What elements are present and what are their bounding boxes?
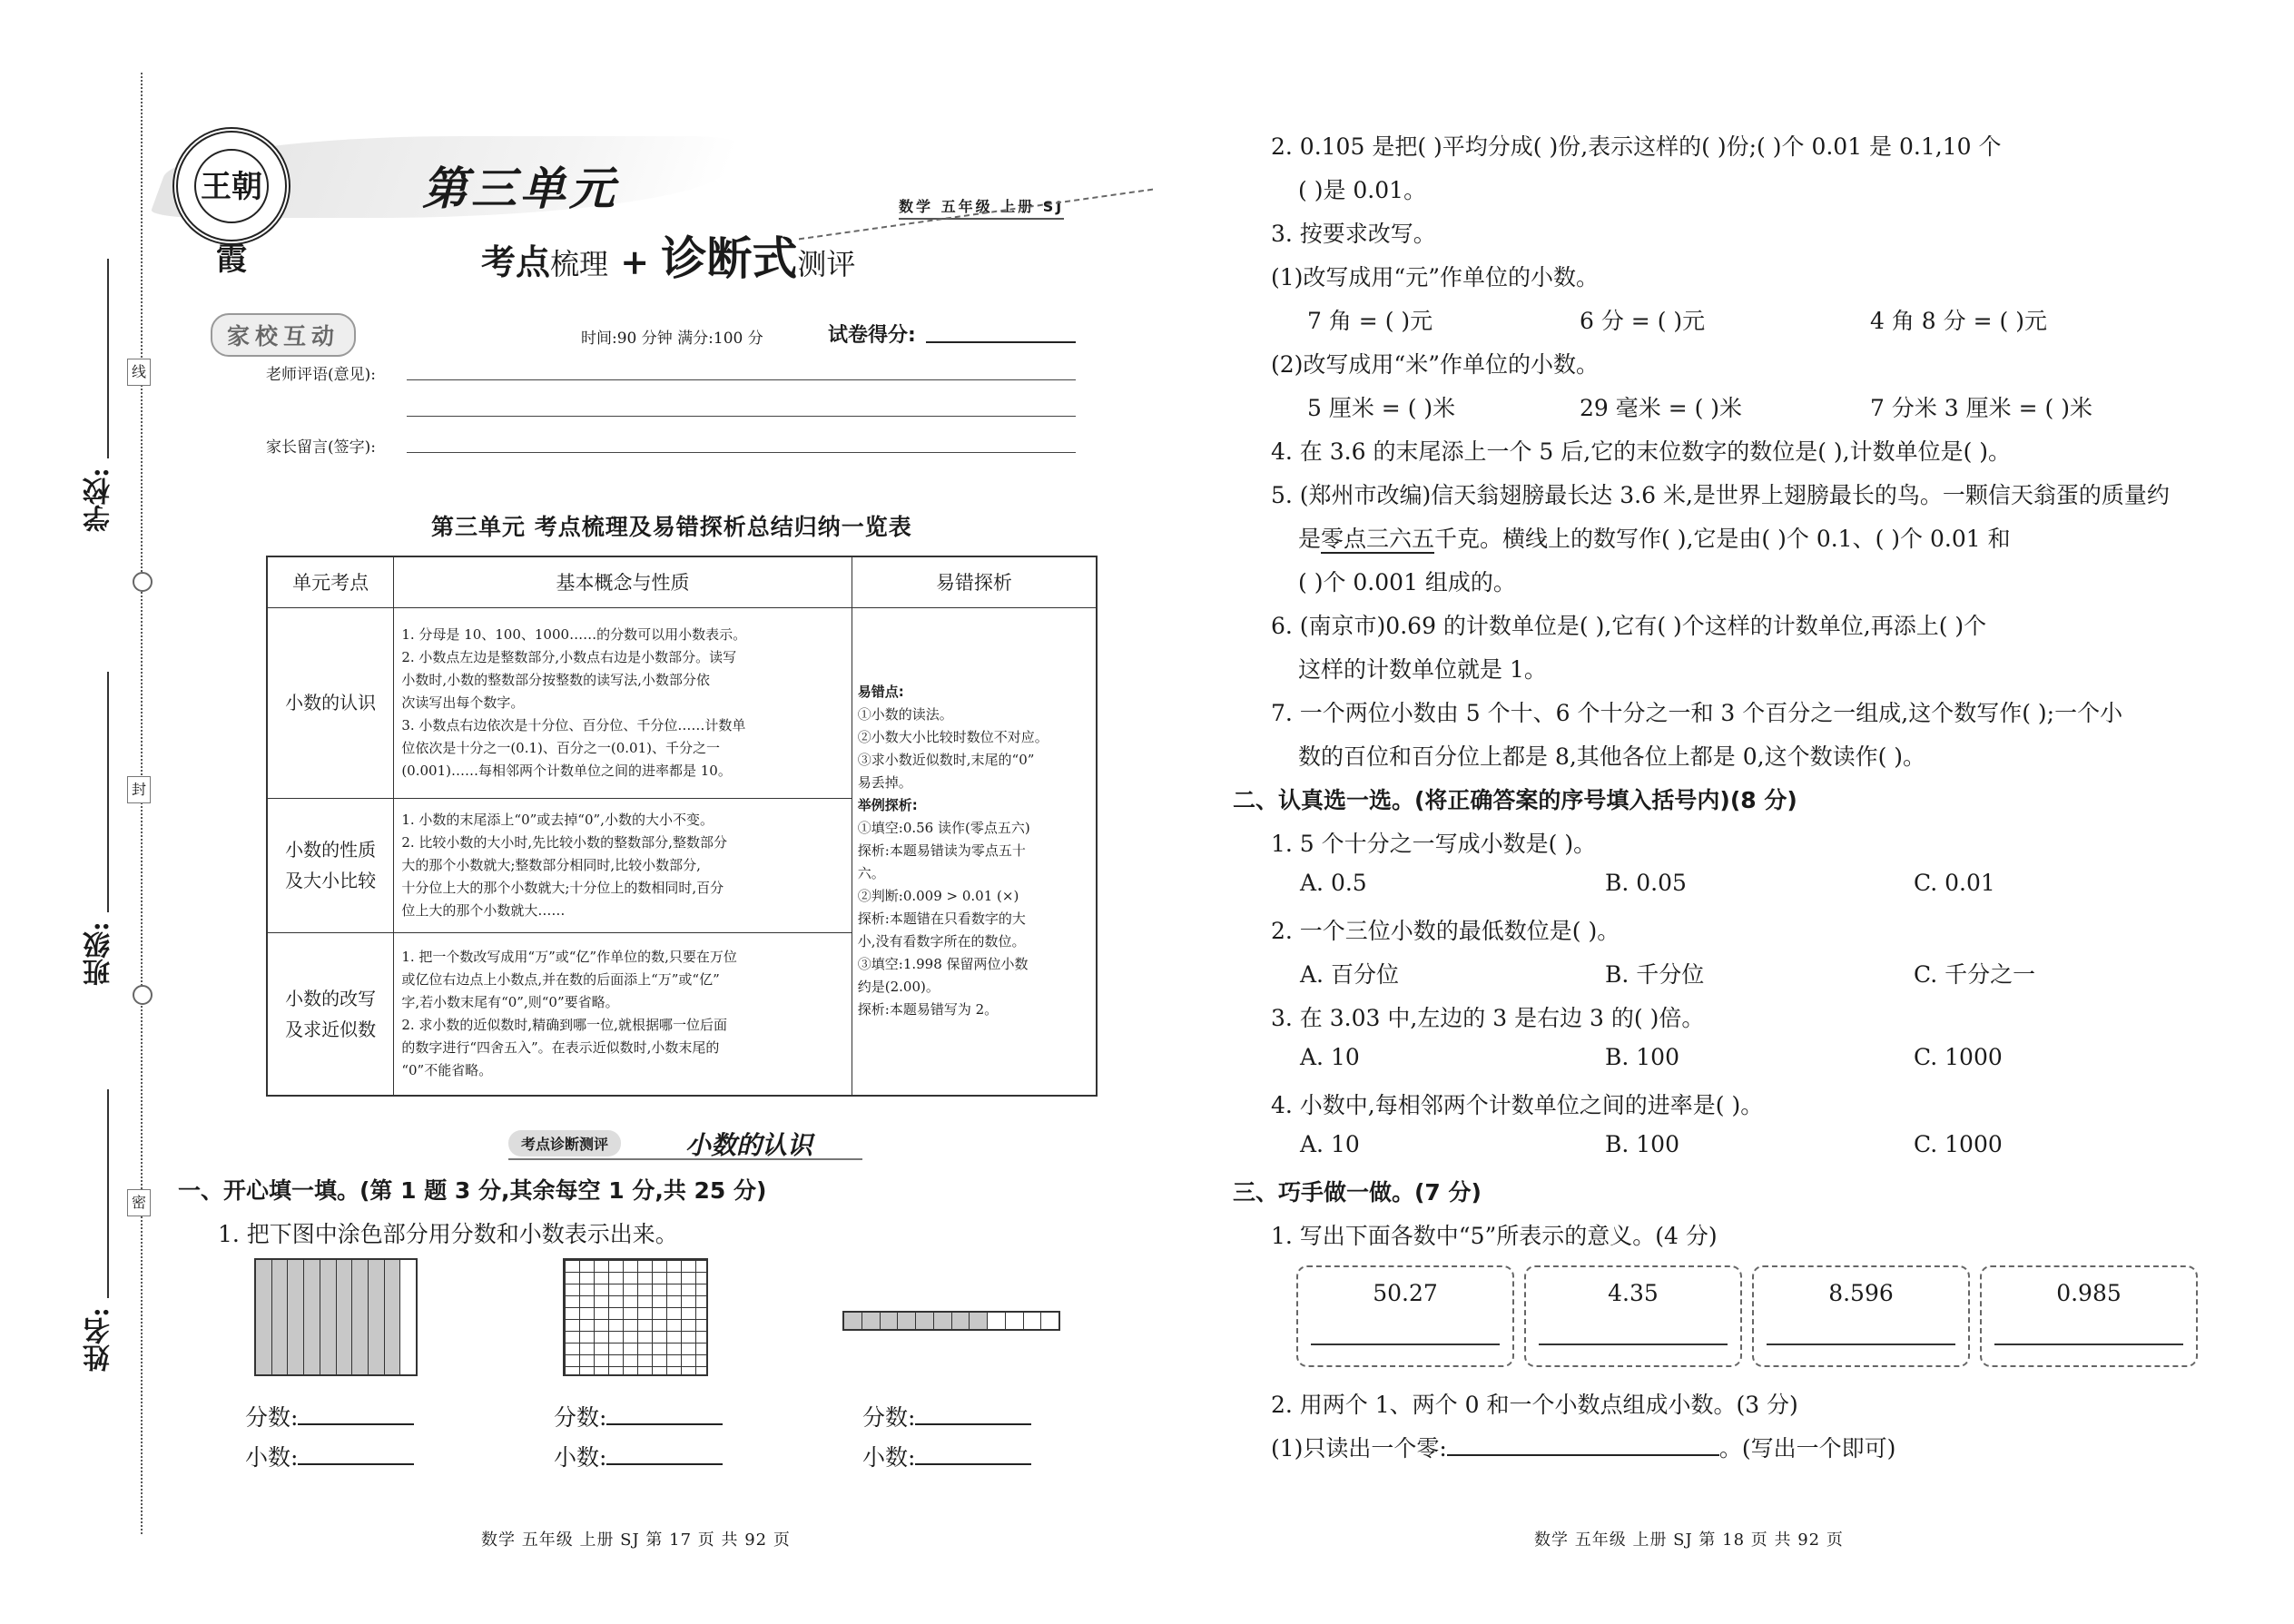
number-value: 8.596 xyxy=(1828,1280,1894,1306)
shaded-part xyxy=(320,1260,337,1374)
seal-line-mark: 线 xyxy=(127,359,151,386)
score-label: 试卷得分: xyxy=(828,324,916,347)
subject-tagline: 数学 五年级 上册 SJ xyxy=(899,195,1064,220)
exam-time-info: 时间:90 分钟 满分:100 分 xyxy=(581,330,763,348)
digit-meaning-box xyxy=(1296,1265,1514,1367)
fraction-answer-3: 分数: xyxy=(862,1400,1031,1432)
practice-1: 1. 写出下面各数中“5”所表示的意义。(4 分) xyxy=(1271,1223,1718,1249)
point-cell: 小数的认识 xyxy=(267,607,394,798)
concept-cell: 1. 把一个数改写成用“万”或“亿”作单位的数,只要在万位 或亿位右边点上小数点,并在数的后面添上“万”或“亿” 字,若小数末尾有“0”,则“0”要省略。 2. 求小数的近似数时,精确到哪一位,就根据哪一位后面 的数字进行“四舍五入”。在表示近似数时,小数末尾的 “0”不能省略。 xyxy=(394,932,852,1096)
choice-3: 3. 在 3.03 中,左边的 3 是右边 3 的( )倍。 xyxy=(1271,1005,1705,1031)
teacher-comment-label: 老师评语(意见): xyxy=(266,366,376,384)
point-cell: 小数的性质 及大小比较 xyxy=(267,798,394,932)
part3-title: 三、巧手做一做。(7 分) xyxy=(1233,1179,1482,1206)
choice-2-option-a[interactable]: A. 百分位 xyxy=(1300,961,1399,988)
q3-1-a: 7 角 = ( )元 xyxy=(1307,308,1433,334)
q3-1-b: 6 分 = ( )元 xyxy=(1580,308,1706,334)
shaded-part xyxy=(952,1313,970,1329)
shaded-part xyxy=(862,1313,881,1329)
choice-4-option-c[interactable]: C. 1000 xyxy=(1914,1131,2003,1157)
choice-1-option-b[interactable]: B. 0.05 xyxy=(1605,870,1687,896)
choice-2: 2. 一个三位小数的最低数位是( )。 xyxy=(1271,918,1620,944)
fraction-answer-2: 分数: xyxy=(554,1400,723,1432)
shaded-part xyxy=(352,1260,369,1374)
number-value: 0.985 xyxy=(2056,1280,2122,1306)
section-banner xyxy=(508,1126,862,1162)
seal-seal-mark: 封 xyxy=(127,776,151,803)
header-concept: 基本概念与性质 xyxy=(394,556,852,607)
summary-table-title: 第三单元 考点梳理及易错探析总结归纳一览表 xyxy=(431,514,912,540)
section-name: 小数的认识 xyxy=(685,1130,813,1160)
table-row xyxy=(267,607,1097,798)
q3-2-c: 7 分米 3 厘米 = ( )米 xyxy=(1870,395,2092,421)
shaded-part xyxy=(934,1313,952,1329)
unshaded-part xyxy=(400,1260,416,1374)
section-tag: 考点诊断测评 xyxy=(508,1130,621,1156)
choice-1: 1. 5 个十分之一写成小数是( )。 xyxy=(1271,831,1597,857)
digit-meaning-box xyxy=(1980,1265,2198,1367)
concept-cell: 1. 分母是 10、100、1000……的分数可以用小数表示。 2. 小数点左边是整数部分,小数点右边是小数部分。读写 小数时,小数的整数部分按整数的读写法,小数部分依 次读写出每个数字。 3. 小数点右边依次是十分位、百分位、千分位……计数单 位依次是十分之一(0.1)、百分之一(0.01)、千分之一 (0.001)……每相邻两个计数单位之间的进率都是 10。 xyxy=(394,607,852,798)
binding-hole xyxy=(133,985,153,1005)
question-5-line1: 5. (郑州市改编)信天翁翅膀最长达 3.6 米,是世界上翅膀最长的鸟。一颗信天翁蛋的质量约 xyxy=(1271,482,2170,508)
concept-cell: 1. 小数的末尾添上“0”或去掉“0”,小数的大小不变。 2. 比较小数的大小时,先比较小数的整数部分,整数部分 大的那个小数就大;整数部分相同时,比较小数部分, 十分位上大的那个小数就大;十分位上的数相同时,百分 位上大的那个小数就大…… xyxy=(394,798,852,932)
page-footer-right: 数学 五年级 上册 SJ 第 18 页 共 92 页 xyxy=(1534,1530,1844,1550)
digit-meaning-box xyxy=(1752,1265,1970,1367)
shaded-part xyxy=(256,1260,272,1374)
part2-title: 二、认真选一选。(将正确答案的序号填入括号内)(8 分) xyxy=(1233,787,1797,813)
choice-4: 4. 小数中,每相邻两个计数单位之间的进率是( )。 xyxy=(1271,1092,1764,1118)
sub-title: 考点梳理 + 诊断式测评 xyxy=(481,231,856,285)
unshaded-part xyxy=(988,1313,1006,1329)
choice-3-option-c[interactable]: C. 1000 xyxy=(1914,1044,2003,1070)
header-unit-point: 单元考点 xyxy=(267,556,394,607)
shaded-part xyxy=(970,1313,988,1329)
q3-2-a: 5 厘米 = ( )米 xyxy=(1307,395,1456,421)
table-header-row xyxy=(267,556,1097,607)
choice-3-option-b[interactable]: B. 100 xyxy=(1605,1044,1679,1070)
answer-blank[interactable] xyxy=(298,1405,414,1425)
shaded-part xyxy=(304,1260,320,1374)
fraction-answer-1: 分数: xyxy=(245,1400,414,1432)
answer-blank[interactable] xyxy=(1539,1343,1728,1345)
decimal-answer-1: 小数: xyxy=(245,1440,414,1472)
point-cell: 小数的改写 及求近似数 xyxy=(267,932,394,1096)
question-2-line2: ( )是 0.01。 xyxy=(1298,177,1427,203)
answer-blank[interactable] xyxy=(1767,1343,1955,1345)
question-5-line2: 是零点三六五千克。横线上的数写作( ),它是由( )个 0.1、( )个 0.01 和 xyxy=(1298,526,2011,552)
name-label: 姓名: xyxy=(84,1307,115,1373)
choice-1-option-c[interactable]: C. 0.01 xyxy=(1914,870,1995,896)
answer-blank[interactable] xyxy=(1311,1343,1500,1345)
choice-4-option-b[interactable]: B. 100 xyxy=(1605,1131,1679,1157)
teacher-comment-line[interactable] xyxy=(407,416,1076,417)
decimal-answer-2: 小数: xyxy=(554,1440,723,1472)
answer-blank[interactable] xyxy=(915,1445,1031,1465)
shaded-part xyxy=(916,1313,934,1329)
binding-cut-line xyxy=(141,73,143,1534)
practice-2-1: (1)只读出一个零: 。(写出一个即可) xyxy=(1271,1435,1896,1462)
question-6-line1: 6. (南京市)0.69 的计数单位是( ),它有( )个这样的计数单位,再添上( )个 xyxy=(1271,613,1987,639)
unit-title: 第三单元 xyxy=(422,162,618,215)
question-3-2: (2)改写成用“米”作单位的小数。 xyxy=(1271,351,1599,378)
parent-comment-line[interactable] xyxy=(407,452,1076,453)
error-analysis-cell: 易错点: ①小数的读法。 ②小数大小比较时数位不对应。 ③求小数近似数时,末尾的“0” 易丢掉。 举例探析: ①填空:0.56 读作(零点五六) 探析:本题易错读为零点五十 六。 ②判断:0.009 > 0.01 (×) 探析:本题错在只看数字的大 小,没有看数字所在的数位。 ③填空:1.998 保留两位小数 约是(2.00)。 探析:本题易错写为 2。 xyxy=(852,607,1097,1096)
figure-bar-shaded xyxy=(842,1311,1060,1331)
name-field[interactable] xyxy=(107,1089,109,1298)
school-field[interactable] xyxy=(107,259,109,458)
question-7-line1: 7. 一个两位小数由 5 个十、6 个十分之一和 3 个百分之一组成,这个数写作( );一个小 xyxy=(1271,700,2123,726)
question-6-line2: 这样的计数单位就是 1。 xyxy=(1298,656,1547,683)
choice-3-option-a[interactable]: A. 10 xyxy=(1300,1044,1360,1070)
page-footer-left: 数学 五年级 上册 SJ 第 17 页 共 92 页 xyxy=(481,1530,791,1550)
answer-blank[interactable] xyxy=(1994,1343,2183,1345)
choice-2-option-c[interactable]: C. 千分之一 xyxy=(1914,961,2036,988)
shaded-part xyxy=(881,1313,899,1329)
question-3: 3. 按要求改写。 xyxy=(1271,221,1436,247)
answer-blank[interactable] xyxy=(915,1405,1031,1425)
school-label: 学校: xyxy=(84,468,115,533)
binding-hole xyxy=(133,572,153,592)
q3-1-c: 4 角 8 分 = ( )元 xyxy=(1870,308,2047,334)
brand-logo xyxy=(172,127,290,278)
digit-meaning-box xyxy=(1524,1265,1742,1367)
answer-blank[interactable] xyxy=(1447,1436,1719,1456)
question-3-1: (1)改写成用“元”作单位的小数。 xyxy=(1271,264,1599,290)
header-error-analysis: 易错探析 xyxy=(852,556,1097,607)
question-7-line2: 数的百位和百分位上都是 8,其他各位上都是 0,这个数读作( )。 xyxy=(1298,743,1926,770)
question-5-line3: ( )个 0.001 组成的。 xyxy=(1298,569,1516,595)
summary-table xyxy=(266,556,1098,1097)
question-2-line1: 2. 0.105 是把( )平均分成( )份,表示这样的( )份;( )个 0.01 是 0.1,10 个 xyxy=(1271,133,2002,160)
shaded-part xyxy=(337,1260,353,1374)
question-4: 4. 在 3.6 的末尾添上一个 5 后,它的末位数字的数位是( ),计数单位是( )。 xyxy=(1271,438,2012,465)
question-1: 1. 把下图中涂色部分用分数和小数表示出来。 xyxy=(218,1221,678,1247)
unshaded-part xyxy=(1024,1313,1042,1329)
choice-1-option-a[interactable]: A. 0.5 xyxy=(1300,870,1367,896)
figure-strip-shaded xyxy=(254,1258,418,1376)
number-value: 50.27 xyxy=(1373,1280,1438,1306)
decimal-answer-3: 小数: xyxy=(862,1440,1031,1472)
choice-2-option-b[interactable]: B. 千分位 xyxy=(1605,961,1705,988)
answer-blank[interactable] xyxy=(606,1405,723,1425)
shaded-part xyxy=(369,1260,385,1374)
q3-2-b: 29 毫米 = ( )米 xyxy=(1580,395,1743,421)
shaded-part xyxy=(385,1260,401,1374)
choice-4-option-a[interactable]: A. 10 xyxy=(1300,1131,1360,1157)
shaded-part xyxy=(288,1260,304,1374)
practice-2: 2. 用两个 1、两个 0 和一个小数点组成小数。(3 分) xyxy=(1271,1392,1798,1418)
unshaded-part xyxy=(1006,1313,1024,1329)
figure-grid-hundred xyxy=(563,1258,708,1376)
answer-blank[interactable] xyxy=(298,1445,414,1465)
teacher-comment-line[interactable] xyxy=(407,379,1076,380)
number-value: 4.35 xyxy=(1608,1280,1659,1306)
answer-blank[interactable] xyxy=(606,1445,723,1465)
shaded-part xyxy=(898,1313,916,1329)
home-school-badge: 家校互动 xyxy=(211,313,356,357)
shaded-part xyxy=(272,1260,289,1374)
part1-title: 一、开心填一填。(第 1 题 3 分,其余每空 1 分,共 25 分) xyxy=(178,1177,767,1204)
shaded-part xyxy=(844,1313,862,1329)
class-label: 班级: xyxy=(84,921,115,987)
logo-text: 王朝霞 xyxy=(194,149,269,223)
unshaded-part xyxy=(1041,1313,1058,1329)
seal-secret-mark: 密 xyxy=(127,1189,151,1216)
score-field[interactable] xyxy=(926,341,1076,343)
class-field[interactable] xyxy=(107,672,109,912)
parent-comment-label: 家长留言(签字): xyxy=(266,438,376,457)
